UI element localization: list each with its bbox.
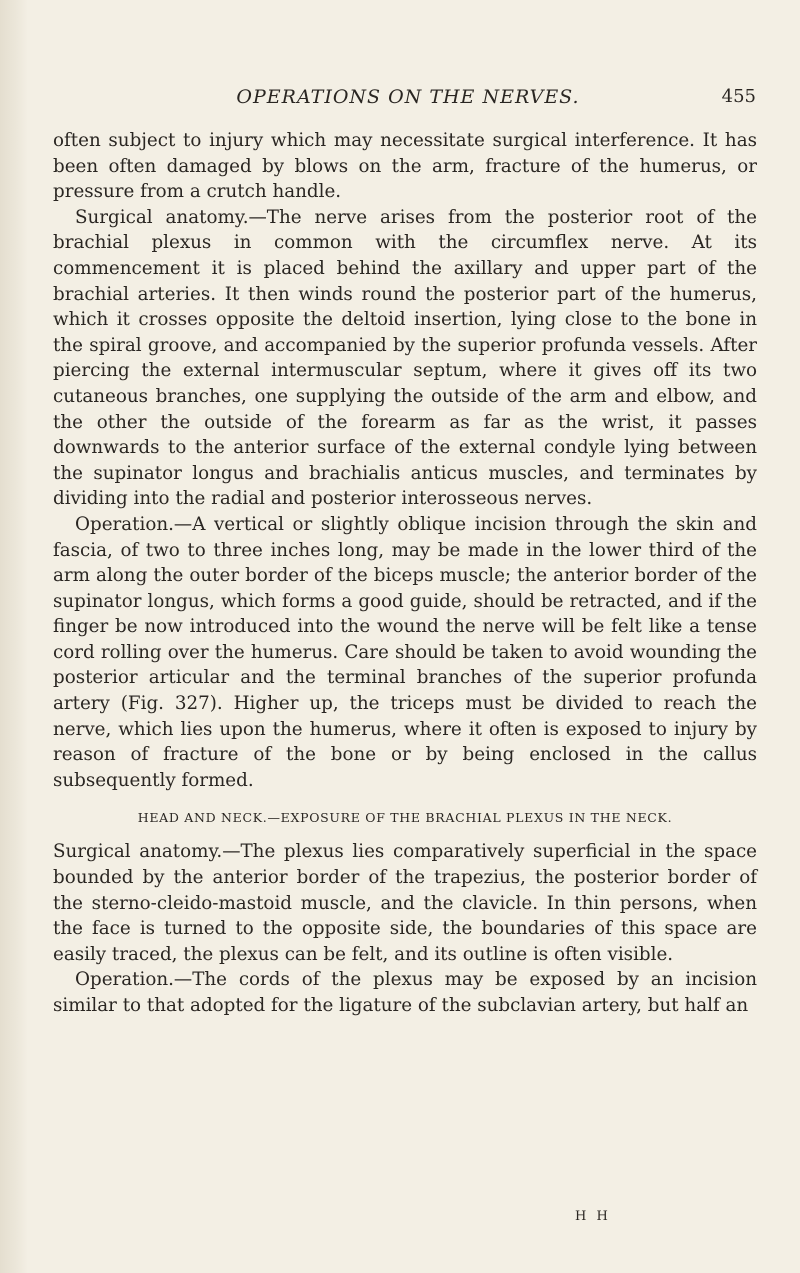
body-text <box>53 128 757 1019</box>
page-edge-shadow <box>0 0 28 1273</box>
paragraph-plexus-anatomy: Surgical anatomy.—The plexus lies comparatively superficial in the space bounded by the anterior border of the trapezius, the posterior border of the sterno-cleido-mastoid muscle, and the clavicle. In thin persons, when the face is turned to the opposite side, the boundaries of this space are easily traced, the plexus can be felt, and its outline is often visible. <box>53 841 757 965</box>
running-header-title: OPERATIONS ON THE NERVES. <box>236 86 580 108</box>
signature-mark: H H <box>575 1209 611 1224</box>
paragraph-operation: Operation.—A vertical or slightly oblique incision through the skin and fascia, of two to three inches long, may be made in the lower third of the arm along the outer border of the biceps muscle; the anterior border of the supinator longus, which forms a good guide, should be retracted, and if the finger be now introduced into the wound the nerve will be felt like a tense cord rolling over the humerus. Care should be taken to avoid wounding the posterior articular and the terminal branches of the superior profunda artery (Fig. 327). Higher up, the triceps must be divided to reach the nerve, which lies upon the humerus, where it often is exposed to injury by reason of fracture of the bone or by being enclosed in the callus subsequently formed. <box>53 513 757 791</box>
paragraph-surgical-anatomy: Surgical anatomy.—The nerve arises from the posterior root of the brachial plexus in common with the circumflex nerve. At its commencement it is placed behind the axillary and upper part of the brachial arteries. It then winds round the posterior part of the humerus, which it crosses opposite the deltoid insertion, lying close to the bone in the spiral groove, and accompanied by the superior profunda vessels. After piercing the external intermuscular septum, where it gives off its two cutaneous branches, one supplying the outside of the arm and elbow, and the other the outside of the forearm as far as the wrist, it passes downwards to the anterior surface of the external condyle lying between the supinator longus and brachialis anticus muscles, and terminates by dividing into the radial and posterior interosseous nerves. <box>53 206 757 510</box>
paragraph-continuation: often subject to injury which may necessitate surgical interference. It has been often damaged by blows on the arm, fracture of the humerus, or pressure from a crutch handle. <box>53 130 757 203</box>
running-header <box>60 86 756 114</box>
page-number: 455 <box>721 86 756 107</box>
paragraph-plexus-operation: Operation.—The cords of the plexus may be exposed by an incision similar to that adopted for the ligature of the subclavian artery, but half an <box>53 969 757 1016</box>
section-heading: HEAD AND NECK.—EXPOSURE OF THE BRACHIAL PLEXUS IN THE NECK. <box>137 810 673 826</box>
